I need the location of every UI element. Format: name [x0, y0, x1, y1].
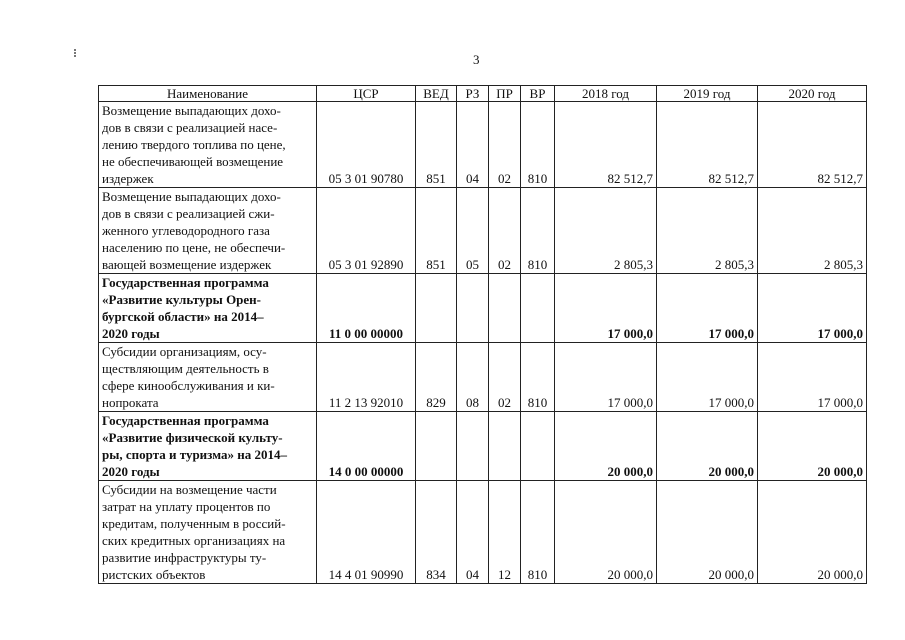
row-2019-cell: 17 000,0: [657, 343, 758, 412]
row-2019-cell: 20 000,0: [657, 412, 758, 481]
row-pr-cell: 02: [489, 343, 521, 412]
row-vr-cell: 810: [521, 343, 555, 412]
row-pr-cell: 02: [489, 102, 521, 188]
header-row: [99, 86, 867, 102]
row-name-cell: Субсидии на возмещение части затрат на уплату процентов по кредитам, полученным в россий- ских кредитных организациях на развитие инфраструктуры ту- ристских объектов: [99, 481, 317, 584]
row-2018-cell: 82 512,7: [555, 102, 657, 188]
row-csr-cell: 14 4 01 90990: [317, 481, 416, 584]
row-2020-cell: 20 000,0: [758, 481, 867, 584]
row-rz-cell: [457, 412, 489, 481]
margin-mark: [73, 48, 77, 62]
row-2018-cell: 17 000,0: [555, 274, 657, 343]
row-pr-cell: [489, 412, 521, 481]
row-pr-cell: [489, 274, 521, 343]
row-2020-cell: 17 000,0: [758, 343, 867, 412]
row-2019-cell: 20 000,0: [657, 481, 758, 584]
row-ved-cell: 834: [416, 481, 457, 584]
row-rz-cell: 08: [457, 343, 489, 412]
table-row: [99, 412, 867, 481]
row-rz-cell: 05: [457, 188, 489, 274]
row-2020-cell: 82 512,7: [758, 102, 867, 188]
row-ved-cell: [416, 412, 457, 481]
row-csr-cell: 05 3 01 92890: [317, 188, 416, 274]
page-number: 3: [473, 52, 480, 67]
row-2019-cell: 2 805,3: [657, 188, 758, 274]
row-name-cell: Субсидии организациям, осу- ществляющим деятельность в сфере кинообслуживания и ки- нопроката: [99, 343, 317, 412]
header-2018: 2018 год: [555, 86, 657, 102]
header-name: Наименование: [99, 86, 317, 102]
row-name-cell: Государственная программа «Развитие культуры Орен- бургской области» на 2014– 2020 годы: [99, 274, 317, 343]
row-name-cell: Возмещение выпадающих дохо- дов в связи с реализацией насе- лению твердого топлива по цене, не обеспечивающей возмещение издержек: [99, 102, 317, 188]
row-vr-cell: 810: [521, 188, 555, 274]
row-csr-cell: 11 2 13 92010: [317, 343, 416, 412]
header-csr: ЦСР: [317, 86, 416, 102]
table-row: [99, 188, 867, 274]
row-csr-cell: 14 0 00 00000: [317, 412, 416, 481]
row-rz-cell: 04: [457, 481, 489, 584]
row-pr-cell: 02: [489, 188, 521, 274]
header-2020: 2020 год: [758, 86, 867, 102]
table-row: [99, 343, 867, 412]
row-2019-cell: 17 000,0: [657, 274, 758, 343]
row-2018-cell: 2 805,3: [555, 188, 657, 274]
header-ved: ВЕД: [416, 86, 457, 102]
row-csr-cell: 11 0 00 00000: [317, 274, 416, 343]
row-2020-cell: 2 805,3: [758, 188, 867, 274]
row-pr-cell: 12: [489, 481, 521, 584]
row-vr-cell: 810: [521, 102, 555, 188]
row-2020-cell: 20 000,0: [758, 412, 867, 481]
row-rz-cell: [457, 274, 489, 343]
table-row: [99, 481, 867, 584]
row-csr-cell: 05 3 01 90780: [317, 102, 416, 188]
row-ved-cell: 851: [416, 102, 457, 188]
header-pr: ПР: [489, 86, 521, 102]
header-vr: ВР: [521, 86, 555, 102]
row-2018-cell: 20 000,0: [555, 481, 657, 584]
row-rz-cell: 04: [457, 102, 489, 188]
row-name-cell: Возмещение выпадающих дохо- дов в связи с реализацией сжи- женного углеводородного газа населению по цене, не обеспечи- вающей возмещение издержек: [99, 188, 317, 274]
row-vr-cell: 810: [521, 481, 555, 584]
row-ved-cell: 851: [416, 188, 457, 274]
table-row: [99, 274, 867, 343]
row-ved-cell: 829: [416, 343, 457, 412]
table-row: [99, 102, 867, 188]
row-2019-cell: 82 512,7: [657, 102, 758, 188]
row-ved-cell: [416, 274, 457, 343]
row-name-cell: Государственная программа «Развитие физической культу- ры, спорта и туризма» на 2014– 2020 годы: [99, 412, 317, 481]
budget-table: [98, 85, 867, 584]
table-body: [99, 102, 867, 584]
header-rz: РЗ: [457, 86, 489, 102]
row-2020-cell: 17 000,0: [758, 274, 867, 343]
row-vr-cell: [521, 274, 555, 343]
row-vr-cell: [521, 412, 555, 481]
header-2019: 2019 год: [657, 86, 758, 102]
row-2018-cell: 17 000,0: [555, 343, 657, 412]
row-2018-cell: 20 000,0: [555, 412, 657, 481]
